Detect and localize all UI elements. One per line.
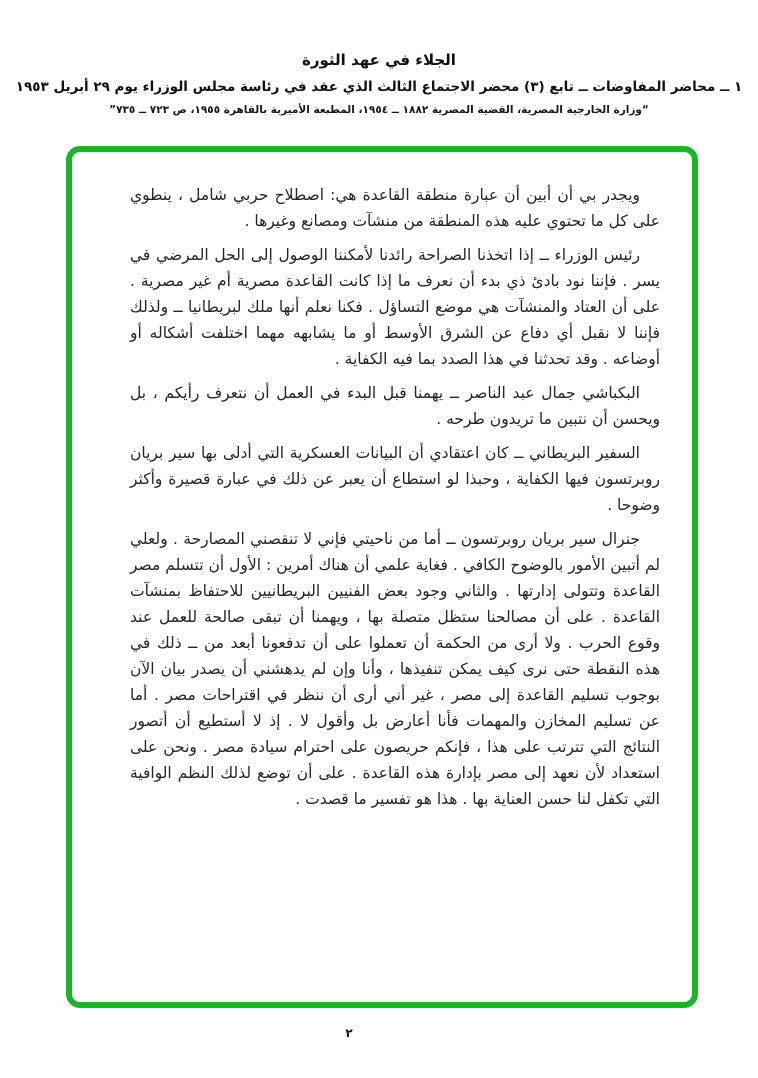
document-paragraph: السفير البريطاني ــ كان اعتقادي أن البيانات العسكرية التي أدلى بها سير بريان روبرتسون فيها الكفاية ، وحبذا لو استطاع أن يعبر عن ذلك في عبارة قصيرة وأكثر وضوحا . [130,444,660,514]
scanned-text-block [130,182,660,820]
entry-heading: ١ ــ محاضر المفاوضات ــ تابع (٣) محضر الاجتماع الثالث الذي عقد في رئاسة مجلس الوزراء يوم ٢٩ أبريل ١٩٥٣ [15,79,743,95]
document-paragraph: البكباشي جمال عبد الناصر ــ يهمنا قبل البدء في العمل أن نتعرف رأيكم ، بل ويحسن أن نتبين ما تريدون طرحه . [130,384,660,428]
document-paragraph: ويجدر بي أن أبين أن عبارة منطقة القاعدة هي: اصطلاح حربي شامل ، ينطوي على كل ما تحتوي عليه هذه المنطقة من منشآت ومصانع وغيرها . [130,186,660,230]
document-paragraph: جنرال سير بريان روبرتسون ــ أما من ناحيتي فإني لا تنقصني المصارحة . ولعلي لم أتبين الأمور بالوضوح الكافي . فغاية علمي أن هناك أمرين : الأول أن تتسلم مصر القاعدة وتتولى إدارتها . والثاني وجود بعض الفنيين البريطانيين للاحتفاظ بمنشآت القاعدة . على أن مصالحنا ستظل متصلة بها ، ويهمنا أن تبقى صالحة للعمل عند وقوع الحرب . ولا أرى من الحكمة أن تعملوا على أن تدفعونا أبعد من ــ ذلك في هذه النقطة حتى نرى كيف يمكن تنفيذها ، وأنا وإن لم يدهشني أن يصدر بيان الآن بوجوب تسليم القاعدة إلى مصر ، غير أني أرى أن ننظر في اقتراحات مصر . أما عن تسليم المخازن والمهمات فأنا أعارض بل وأقول لا . إذ لا أستطيع أن أتصور النتائج التي تترتب على هذا ، فإنكم حريصون على احترام سيادة مصر . ونحن على استعداد لأن نعهد إلى مصر بإدارة هذه القاعدة . على أن توضع لذلك النظم الوافية التي تكفل لنا حسن العناية بها . هذا هو تفسير ما قصدت . [130,530,660,808]
page-number: ٢ [345,1026,353,1040]
source-citation: “وزارة الخارجية المصرية، القضية المصرية ١٨٨٢ ــ ١٩٥٤، المطبعة الأميرية بالقاهرة ١٩٥٥، ص ٧٢٣ ــ ٧٣٥” [109,104,649,116]
page-title: الجلاء في عهد الثورة [302,51,456,69]
document-paragraph: رئيس الوزراء ــ إذا اتخذنا الصراحة رائدنا لأمكننا الوصول إلى الحل المرضي في يسر . فإننا نود بادئ ذي بدء أن نعرف ما إذا كانت القاعدة مصرية أم غير مصرية . على أن العتاد والمنشآت هي موضع التساؤل . فكنا نعلم أنها ملك لبريطانيا ــ ولذلك فإننا لا نقبل أي دفاع عن الشرق الأوسط أو ما يشابهه مهما اختلفت أشكاله أو أوضاعه . وقد تحدثنا في هذا الصدد بما فيه الكفاية . [130,246,660,368]
green-highlight-box [66,146,698,1008]
